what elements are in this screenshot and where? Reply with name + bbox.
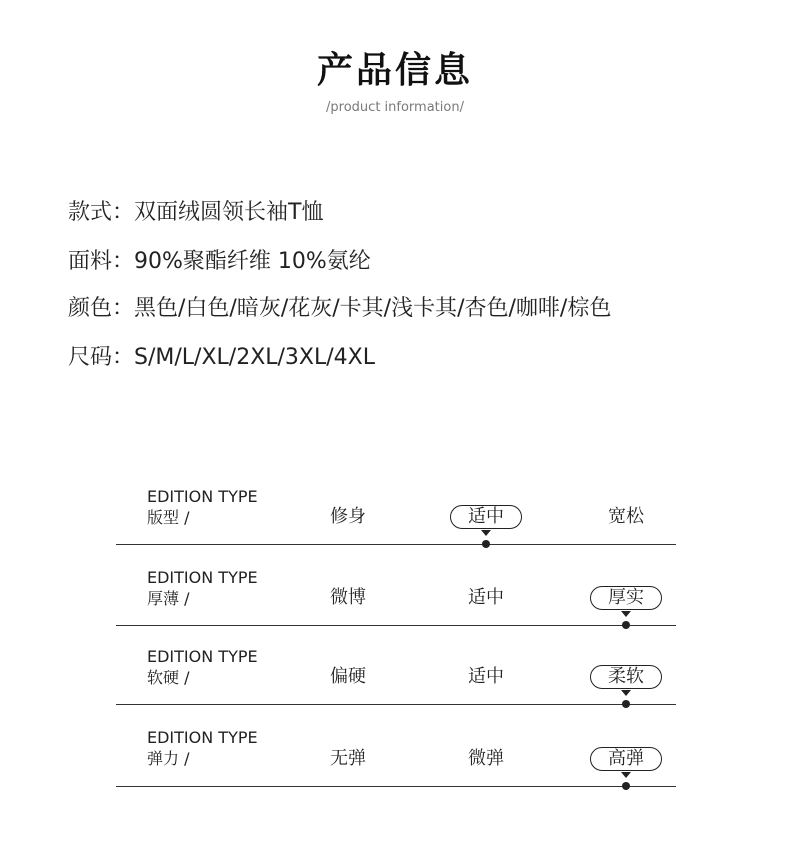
scale-line bbox=[116, 786, 676, 787]
scale-row-fit bbox=[116, 484, 676, 566]
scale-option: 微弹 bbox=[468, 748, 504, 769]
scale-option: 适中 bbox=[468, 666, 504, 687]
spec-value: 双面绒圆领长袖T恤 bbox=[134, 200, 324, 225]
spec-value: S/M/L/XL/2XL/3XL/4XL bbox=[134, 345, 375, 370]
scale-option: 宽松 bbox=[608, 506, 644, 527]
scale-en-label: EDITION TYPE bbox=[147, 647, 258, 666]
scale-en-label: EDITION TYPE bbox=[147, 728, 258, 747]
scale-en-label: EDITION TYPE bbox=[147, 487, 258, 506]
spec-size bbox=[68, 343, 375, 373]
scale-line bbox=[116, 544, 676, 545]
scale-option-selected: 适中 bbox=[450, 505, 522, 529]
spec-fabric bbox=[68, 247, 371, 277]
spec-value: 黑色/白色/暗灰/花灰/卡其/浅卡其/杏色/咖啡/棕色 bbox=[134, 296, 612, 321]
spec-color bbox=[68, 294, 611, 324]
scale-row-softness bbox=[116, 645, 676, 727]
scale-option-selected: 厚实 bbox=[590, 586, 662, 610]
spec-label: 颜色： bbox=[68, 296, 135, 321]
scale-cn-label: 版型 / bbox=[147, 508, 190, 527]
page-title: 产品信息 bbox=[316, 50, 473, 91]
scale-option: 适中 bbox=[468, 587, 504, 608]
scale-option-selected: 高弹 bbox=[590, 747, 662, 771]
scale-option: 偏硬 bbox=[330, 666, 366, 687]
scale-option: 无弹 bbox=[330, 748, 366, 769]
selected-notch bbox=[621, 772, 631, 778]
scale-marker-dot bbox=[622, 782, 630, 790]
scale-en-label: EDITION TYPE bbox=[147, 568, 258, 587]
scale-line bbox=[116, 625, 676, 626]
scale-row-thickness bbox=[116, 565, 676, 647]
scale-option: 修身 bbox=[330, 506, 366, 527]
scale-line bbox=[116, 704, 676, 705]
scale-cn-label: 软硬 / bbox=[147, 668, 190, 687]
scale-option: 微博 bbox=[330, 587, 366, 608]
spec-label: 尺码： bbox=[68, 345, 135, 370]
selected-notch bbox=[621, 611, 631, 617]
spec-label: 面料： bbox=[68, 249, 135, 274]
scale-option-selected: 柔软 bbox=[590, 665, 662, 689]
scale-cn-label: 厚薄 / bbox=[147, 589, 190, 608]
spec-value: 90%聚酯纤维 10%氨纶 bbox=[134, 249, 371, 274]
spec-label: 款式： bbox=[68, 200, 135, 225]
page-subtitle: /product information/ bbox=[326, 100, 464, 115]
scale-row-elasticity bbox=[116, 726, 676, 808]
scale-marker-dot bbox=[622, 621, 630, 629]
scale-marker-dot bbox=[482, 540, 490, 548]
scale-cn-label: 弹力 / bbox=[147, 749, 190, 768]
scale-marker-dot bbox=[622, 700, 630, 708]
selected-notch bbox=[481, 530, 491, 536]
spec-style bbox=[68, 198, 323, 228]
selected-notch bbox=[621, 690, 631, 696]
